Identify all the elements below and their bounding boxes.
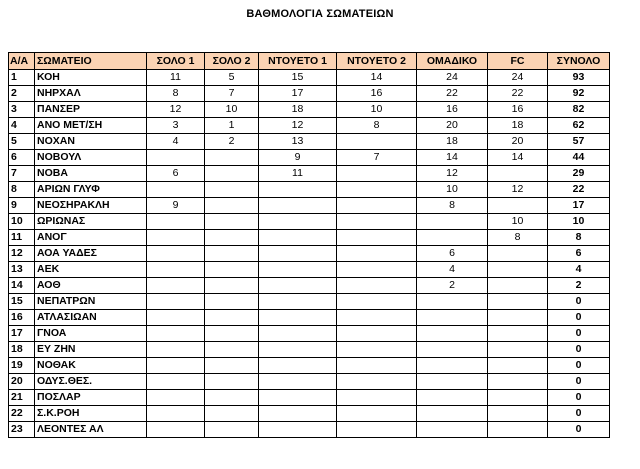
total-cell: 10 — [548, 214, 610, 230]
table-row — [9, 166, 610, 182]
duet-2-cell — [337, 326, 417, 342]
team-cell: ΑΕΚ — [35, 262, 147, 278]
rank-cell: 23 — [9, 422, 35, 438]
team-event-cell: 12 — [417, 166, 488, 182]
solo-2-cell — [205, 422, 259, 438]
column-header-duet-2: ΝΤΟΥΕΤΟ 2 — [337, 53, 417, 70]
duet-2-cell — [337, 262, 417, 278]
solo-2-cell: 5 — [205, 70, 259, 86]
solo-2-cell: 2 — [205, 134, 259, 150]
team-cell: ΑΤΛΑΣΙΩΑΝ — [35, 310, 147, 326]
team-cell: ΓΝΟΑ — [35, 326, 147, 342]
solo-2-cell — [205, 150, 259, 166]
duet-2-cell — [337, 246, 417, 262]
team-event-cell — [417, 390, 488, 406]
duet-2-cell — [337, 214, 417, 230]
rank-cell: 14 — [9, 278, 35, 294]
fc-cell — [488, 406, 548, 422]
table-row — [9, 406, 610, 422]
column-header-aa: Α/Α — [9, 53, 35, 70]
rank-cell: 3 — [9, 102, 35, 118]
total-cell: 0 — [548, 358, 610, 374]
solo-2-cell — [205, 294, 259, 310]
team-cell: ΝΟΧΑΝ — [35, 134, 147, 150]
team-cell: ΑΝΟΓ — [35, 230, 147, 246]
fc-cell: 10 — [488, 214, 548, 230]
rank-cell: 11 — [9, 230, 35, 246]
duet-2-cell — [337, 166, 417, 182]
solo-1-cell — [147, 214, 205, 230]
page-title: ΒΑΘΜΟΛΟΓΙΑ ΣΩΜΑΤΕΙΩΝ — [246, 8, 394, 20]
fc-cell — [488, 326, 548, 342]
duet-1-cell — [259, 214, 337, 230]
duet-2-cell — [337, 198, 417, 214]
solo-1-cell — [147, 358, 205, 374]
team-cell: ΠΑΝΣΕΡ — [35, 102, 147, 118]
column-header-solo-2: ΣΟΛΟ 2 — [205, 53, 259, 70]
duet-2-cell — [337, 182, 417, 198]
total-cell: 4 — [548, 262, 610, 278]
rank-cell: 1 — [9, 70, 35, 86]
duet-1-cell — [259, 406, 337, 422]
table-body — [9, 70, 610, 438]
rank-cell: 2 — [9, 86, 35, 102]
duet-1-cell: 15 — [259, 70, 337, 86]
rank-cell: 4 — [9, 118, 35, 134]
column-header-solo-1: ΣΟΛΟ 1 — [147, 53, 205, 70]
team-event-cell — [417, 374, 488, 390]
total-cell: 93 — [548, 70, 610, 86]
duet-1-cell: 11 — [259, 166, 337, 182]
team-event-cell — [417, 422, 488, 438]
table-row — [9, 102, 610, 118]
fc-cell — [488, 166, 548, 182]
table-row — [9, 118, 610, 134]
solo-1-cell — [147, 422, 205, 438]
rank-cell: 12 — [9, 246, 35, 262]
table-row — [9, 230, 610, 246]
duet-2-cell — [337, 390, 417, 406]
total-cell: 62 — [548, 118, 610, 134]
duet-1-cell — [259, 390, 337, 406]
team-event-cell: 24 — [417, 70, 488, 86]
table-row — [9, 310, 610, 326]
team-cell: ΩΡΙΩΝΑΣ — [35, 214, 147, 230]
team-cell: ΝΟΘΑΚ — [35, 358, 147, 374]
total-cell: 0 — [548, 374, 610, 390]
solo-1-cell — [147, 326, 205, 342]
rank-cell: 21 — [9, 390, 35, 406]
solo-1-cell: 3 — [147, 118, 205, 134]
rank-cell: 19 — [9, 358, 35, 374]
duet-2-cell — [337, 406, 417, 422]
rank-cell: 6 — [9, 150, 35, 166]
rank-cell: 13 — [9, 262, 35, 278]
team-event-cell: 4 — [417, 262, 488, 278]
table-row — [9, 326, 610, 342]
total-cell: 57 — [548, 134, 610, 150]
duet-1-cell — [259, 230, 337, 246]
duet-1-cell: 12 — [259, 118, 337, 134]
solo-2-cell — [205, 358, 259, 374]
duet-2-cell — [337, 230, 417, 246]
total-cell: 44 — [548, 150, 610, 166]
team-event-cell: 22 — [417, 86, 488, 102]
table-row — [9, 214, 610, 230]
solo-2-cell — [205, 326, 259, 342]
solo-2-cell — [205, 342, 259, 358]
column-header-team: ΣΩΜΑΤΕΙΟ — [35, 53, 147, 70]
table-row — [9, 182, 610, 198]
header-row — [9, 53, 610, 70]
table-row — [9, 342, 610, 358]
team-event-cell: 2 — [417, 278, 488, 294]
solo-1-cell — [147, 310, 205, 326]
fc-cell — [488, 422, 548, 438]
table-row — [9, 294, 610, 310]
fc-cell — [488, 198, 548, 214]
solo-1-cell — [147, 150, 205, 166]
team-cell: ΚΟΗ — [35, 70, 147, 86]
duet-2-cell — [337, 422, 417, 438]
total-cell: 29 — [548, 166, 610, 182]
team-event-cell — [417, 342, 488, 358]
total-cell: 0 — [548, 310, 610, 326]
fc-cell — [488, 390, 548, 406]
team-cell: ΑΡΙΩΝ ΓΛΥΦ — [35, 182, 147, 198]
duet-1-cell: 18 — [259, 102, 337, 118]
fc-cell — [488, 342, 548, 358]
solo-2-cell — [205, 214, 259, 230]
duet-1-cell: 13 — [259, 134, 337, 150]
solo-1-cell — [147, 390, 205, 406]
fc-cell — [488, 374, 548, 390]
duet-2-cell — [337, 134, 417, 150]
duet-2-cell: 7 — [337, 150, 417, 166]
solo-2-cell — [205, 278, 259, 294]
team-cell: ΝΟΒΟΥΛ — [35, 150, 147, 166]
rank-cell: 16 — [9, 310, 35, 326]
team-event-cell — [417, 294, 488, 310]
solo-2-cell — [205, 310, 259, 326]
total-cell: 8 — [548, 230, 610, 246]
duet-1-cell — [259, 422, 337, 438]
team-cell: ΠΟΣΛΑΡ — [35, 390, 147, 406]
table-row — [9, 246, 610, 262]
solo-2-cell — [205, 390, 259, 406]
table-row — [9, 374, 610, 390]
fc-cell: 12 — [488, 182, 548, 198]
duet-1-cell — [259, 294, 337, 310]
solo-1-cell: 11 — [147, 70, 205, 86]
team-event-cell — [417, 310, 488, 326]
team-event-cell: 18 — [417, 134, 488, 150]
rank-cell: 15 — [9, 294, 35, 310]
solo-1-cell: 12 — [147, 102, 205, 118]
duet-2-cell: 8 — [337, 118, 417, 134]
duet-1-cell — [259, 198, 337, 214]
duet-2-cell — [337, 342, 417, 358]
rank-cell: 20 — [9, 374, 35, 390]
duet-2-cell: 16 — [337, 86, 417, 102]
table-row — [9, 390, 610, 406]
solo-1-cell — [147, 262, 205, 278]
fc-cell: 18 — [488, 118, 548, 134]
duet-1-cell — [259, 246, 337, 262]
table-row — [9, 86, 610, 102]
team-cell: ΕΥ ΖΗΝ — [35, 342, 147, 358]
table-row — [9, 198, 610, 214]
solo-2-cell — [205, 182, 259, 198]
fc-cell: 24 — [488, 70, 548, 86]
table-row — [9, 134, 610, 150]
team-cell: ΝΟΒΑ — [35, 166, 147, 182]
total-cell: 22 — [548, 182, 610, 198]
standings-table — [8, 52, 610, 438]
duet-2-cell — [337, 374, 417, 390]
team-event-cell — [417, 230, 488, 246]
rank-cell: 8 — [9, 182, 35, 198]
rank-cell: 22 — [9, 406, 35, 422]
column-header-total: ΣΥΝΟΛΟ — [548, 53, 610, 70]
duet-2-cell — [337, 358, 417, 374]
fc-cell — [488, 358, 548, 374]
duet-1-cell — [259, 358, 337, 374]
duet-2-cell: 10 — [337, 102, 417, 118]
solo-2-cell — [205, 374, 259, 390]
total-cell: 0 — [548, 406, 610, 422]
team-event-cell: 14 — [417, 150, 488, 166]
team-cell: ΝΗΡΧΑΛ — [35, 86, 147, 102]
duet-1-cell — [259, 310, 337, 326]
rank-cell: 9 — [9, 198, 35, 214]
solo-2-cell — [205, 406, 259, 422]
rank-cell: 17 — [9, 326, 35, 342]
fc-cell — [488, 262, 548, 278]
team-event-cell: 20 — [417, 118, 488, 134]
team-event-cell: 8 — [417, 198, 488, 214]
fc-cell — [488, 278, 548, 294]
solo-2-cell: 1 — [205, 118, 259, 134]
team-cell: Σ.Κ.ΡΟΗ — [35, 406, 147, 422]
solo-1-cell: 9 — [147, 198, 205, 214]
team-event-cell — [417, 406, 488, 422]
duet-1-cell — [259, 182, 337, 198]
rank-cell: 7 — [9, 166, 35, 182]
duet-1-cell — [259, 374, 337, 390]
total-cell: 17 — [548, 198, 610, 214]
solo-1-cell — [147, 294, 205, 310]
duet-1-cell — [259, 278, 337, 294]
duet-2-cell — [337, 294, 417, 310]
duet-2-cell: 14 — [337, 70, 417, 86]
column-header-duet-1: ΝΤΟΥΕΤΟ 1 — [259, 53, 337, 70]
total-cell: 82 — [548, 102, 610, 118]
solo-2-cell: 10 — [205, 102, 259, 118]
team-event-cell — [417, 326, 488, 342]
table-row — [9, 262, 610, 278]
team-event-cell: 16 — [417, 102, 488, 118]
team-event-cell — [417, 358, 488, 374]
fc-cell — [488, 310, 548, 326]
solo-1-cell — [147, 406, 205, 422]
team-cell: ΑΟΘ — [35, 278, 147, 294]
duet-2-cell — [337, 310, 417, 326]
solo-1-cell: 8 — [147, 86, 205, 102]
table-row — [9, 358, 610, 374]
rank-cell: 10 — [9, 214, 35, 230]
total-cell: 92 — [548, 86, 610, 102]
total-cell: 2 — [548, 278, 610, 294]
fc-cell: 22 — [488, 86, 548, 102]
solo-2-cell — [205, 230, 259, 246]
solo-1-cell: 6 — [147, 166, 205, 182]
total-cell: 0 — [548, 422, 610, 438]
total-cell: 0 — [548, 294, 610, 310]
duet-1-cell — [259, 326, 337, 342]
fc-cell: 16 — [488, 102, 548, 118]
team-event-cell — [417, 214, 488, 230]
total-cell: 0 — [548, 342, 610, 358]
team-event-cell: 10 — [417, 182, 488, 198]
total-cell: 0 — [548, 326, 610, 342]
table-row — [9, 70, 610, 86]
column-header-fc: FC — [488, 53, 548, 70]
duet-1-cell: 17 — [259, 86, 337, 102]
team-cell: ΟΔΥΣ.ΘΕΣ. — [35, 374, 147, 390]
fc-cell: 14 — [488, 150, 548, 166]
table-row — [9, 278, 610, 294]
solo-1-cell — [147, 230, 205, 246]
solo-2-cell — [205, 262, 259, 278]
solo-2-cell — [205, 246, 259, 262]
table-row — [9, 422, 610, 438]
duet-1-cell: 9 — [259, 150, 337, 166]
fc-cell — [488, 294, 548, 310]
team-cell: ΑΝΟ ΜΕΤ/ΣΗ — [35, 118, 147, 134]
team-cell: ΝΕΟΣΗΡΑΚΛΗ — [35, 198, 147, 214]
rank-cell: 5 — [9, 134, 35, 150]
fc-cell: 8 — [488, 230, 548, 246]
table-row — [9, 150, 610, 166]
duet-1-cell — [259, 342, 337, 358]
team-event-cell: 6 — [417, 246, 488, 262]
solo-1-cell — [147, 278, 205, 294]
solo-1-cell — [147, 374, 205, 390]
solo-2-cell — [205, 166, 259, 182]
solo-1-cell: 4 — [147, 134, 205, 150]
fc-cell: 20 — [488, 134, 548, 150]
duet-1-cell — [259, 262, 337, 278]
solo-1-cell — [147, 246, 205, 262]
team-cell: ΑΟΑ ΥΑΔΕΣ — [35, 246, 147, 262]
solo-2-cell: 7 — [205, 86, 259, 102]
solo-1-cell — [147, 342, 205, 358]
solo-2-cell — [205, 198, 259, 214]
duet-2-cell — [337, 278, 417, 294]
total-cell: 0 — [548, 390, 610, 406]
rank-cell: 18 — [9, 342, 35, 358]
fc-cell — [488, 246, 548, 262]
column-header-team-event: ΟΜΑΔΙΚΟ — [417, 53, 488, 70]
total-cell: 6 — [548, 246, 610, 262]
team-cell: ΛΕΟΝΤΕΣ ΑΛ — [35, 422, 147, 438]
solo-1-cell — [147, 182, 205, 198]
team-cell: ΝΕΠΑΤΡΩΝ — [35, 294, 147, 310]
